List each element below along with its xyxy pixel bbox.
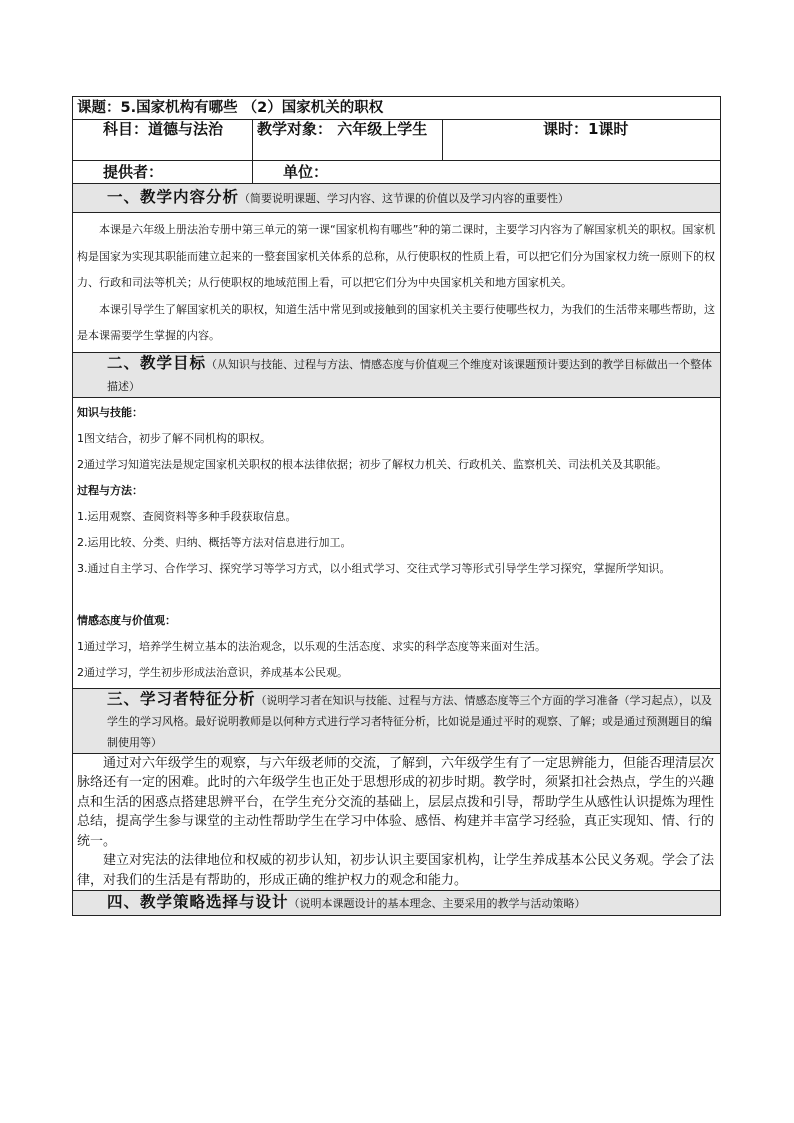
process-item-3: 3.通过自主学习、合作学习、探究学习等学习方式，以小组式学习、交往式学习等形式引导学生学习探究，掌握所学知识。 [77,561,671,575]
section-goals-note: （从知识与技能、过程与方法、情感态度与价值观三个维度对该课题预计要达到的教学目标做出一个整体描述） [107,357,713,393]
section-content-heading: 一、教学内容分析 [107,188,240,206]
section-learners-body [73,753,721,891]
content-paragraph-1: 本课是六年级上册法治专册中第三单元的第一课“国家机构有哪些”种的第二课时，主要学习内容为了解国家机关的职权。国家机构是国家为实现其职能而建立起来的一整套国家机关体系的总称，从行使职权的性质上看，可以把它们分为国家权力统一原则下的权力、行政和司法等机关；从行使职权的地域范围上看，可以把它们分为中央国家机关和地方国家机关。 [77,223,716,289]
section-content-header [73,184,721,213]
lesson-plan-table [72,96,721,916]
process-item-1: 1.运用观察、查阅资料等多种手段获取信息。 [77,509,297,523]
meta-row-1 [73,120,721,161]
emotion-values-label: 情感态度与价值观： [77,613,176,627]
unit-cell: 单位： [253,161,721,184]
meta-row-2 [73,161,721,184]
knowledge-skills-label: 知识与技能： [77,405,143,419]
section-strategy-note: （说明本课题设计的基本理念、主要采用的教学与活动策略） [288,897,586,910]
provider-cell: 提供者： [73,161,253,184]
process-method-label: 过程与方法： [77,483,143,497]
emotion-item-1: 1通过学习，培养学生树立基本的法治观念，以乐观的生活态度、求实的科学态度等来面对生活。 [77,639,546,653]
period-cell: 课时：1课时 [443,120,721,161]
section-learners-note: （说明学习者在知识与技能、过程与方法、情感态度等三个方面的学习准备（学习起点），以及学生的学习风格。最好说明教师是以何种方式进行学习者特征分析，比如说是通过平时的观察、了解；或是通过预测题目的编制使用等） [107,693,713,749]
section-goals-body [73,397,721,688]
section-strategy-header [73,891,721,916]
topic-row [73,97,721,120]
blank-line [77,582,716,608]
section-strategy-heading: 四、教学策略选择与设计 [107,893,289,911]
emotion-item-2: 2通过学习，学生初步形成法治意识，养成基本公民观。 [77,665,348,679]
knowledge-item-2: 2通过学习知道宪法是规定国家机关职权的根本法律依据；初步了解权力机关、行政机关、监察机关、司法机关及其职能。 [77,457,667,471]
process-item-2: 2.运用比较、分类、归纳、概括等方法对信息进行加工。 [77,535,352,549]
section-content-body [73,213,721,353]
section-content-note: （简要说明课题、学习内容、这节课的价值以及学习内容的重要性） [239,192,570,205]
learners-paragraph-1: 通过对六年级学生的观察，与六年级老师的交流，了解到，六年级学生有了一定思辨能力，但能否理清层次脉络还有一定的困难。此时的六年级学生也正处于思想形成的初步时期。教学时，须紧扣社会热点，学生的兴趣点和生活的困惑点搭建思辨平台，在学生充分交流的基础上，层层点拨和引导，帮助学生从感性认识提炼为理性总结，提高学生参与课堂的主动性帮助学生在学习中体验、感悟、构建并丰富学习经验，真正实现知、情、行的统一。 [77,755,715,849]
section-goals-heading: 二、教学目标 [107,353,207,372]
section-learners-heading: 三、学习者特征分析 [107,689,256,708]
audience-cell: 教学对象： 六年级上学生 [253,120,443,161]
learners-paragraph-2: 建立对宪法的法律地位和权威的初步认知，初步认识主要国家机构，让学生养成基本公民义务观。学会了法律，对我们的生活是有帮助的，形成正确的维护权力的观念和能力。 [77,853,715,888]
knowledge-item-1: 1图文结合，初步了解不同机构的职权。 [77,431,271,445]
subject-cell: 科目：道德与法治 [73,120,253,161]
content-paragraph-2: 本课引导学生了解国家机关的职权，知道生活中常见到或接触到的国家机关主要行使哪些权力，为我们的生活带来哪些帮助，这是本课需要学生掌握的内容。 [77,302,715,342]
section-goals-header [73,352,721,397]
lesson-plan-document [72,96,720,916]
section-learners-header [73,688,721,753]
topic-cell: 课题：5.国家机构有哪些 （2）国家机关的职权 [73,97,721,120]
